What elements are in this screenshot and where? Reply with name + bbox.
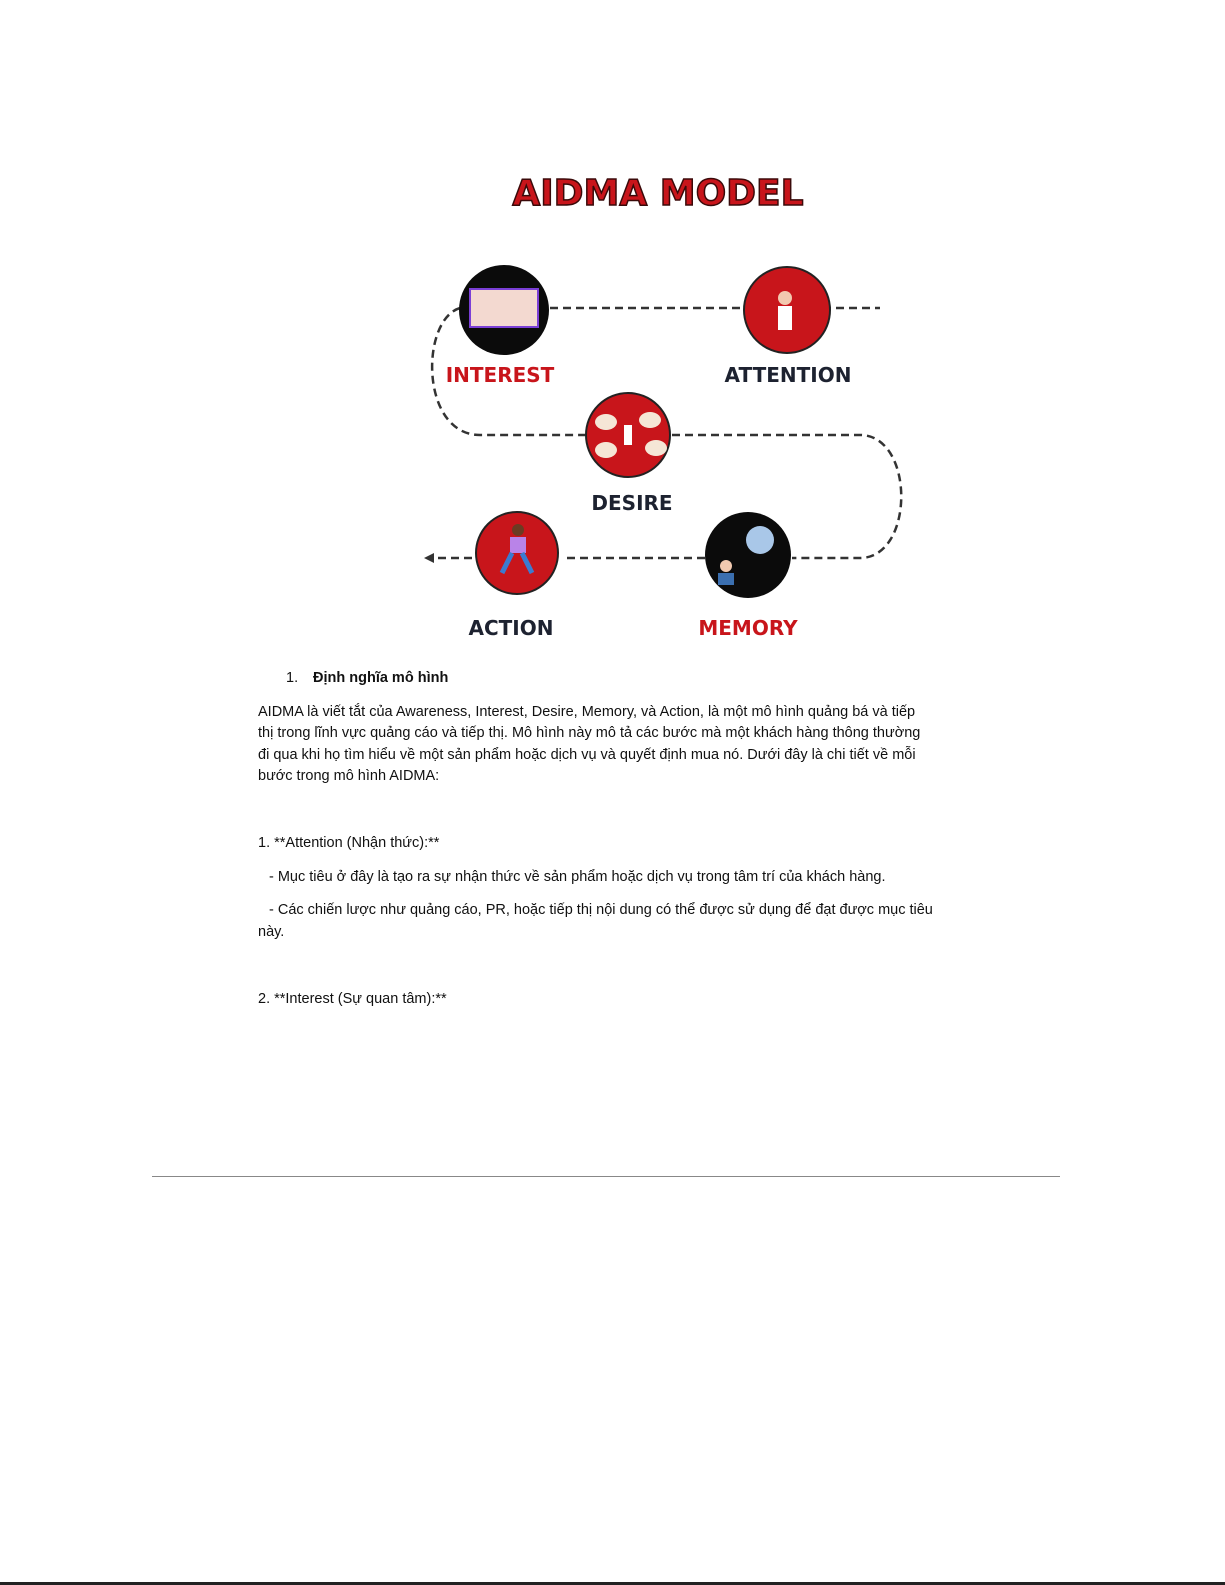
paragraph-line: đi qua khi họ tìm hiểu về một sản phẩm hoặc dịch vụ và quyết định mua nó. Dưới đây là chi tiết về mỗi [258,747,916,763]
paragraph-line: bước trong mô hình AIDMA: [258,768,440,784]
arrow-left-icon [424,553,434,563]
page-divider [152,1176,1060,1177]
item-title-interest: 2. **Interest (Sự quan tâm):** [258,991,447,1007]
step-label: DESIRE [591,491,673,515]
item-title-attention: 1. **Attention (Nhận thức):** [258,835,440,851]
step-interest [446,265,555,387]
step-label: ATTENTION [724,363,852,387]
item-bullet: này. [258,924,285,940]
item-bullet: - Các chiến lược như quảng cáo, PR, hoặc tiếp thị nội dung có thể được sử dụng để đạt được mục tiêu [269,902,933,918]
step-action [469,512,558,640]
item-bullet: - Mục tiêu ở đây là tạo ra sự nhận thức về sản phẩm hoặc dịch vụ trong tâm trí của khách hàng. [269,869,886,885]
step-memory [698,512,798,640]
step-label: ACTION [468,616,554,640]
step-desire [586,393,673,515]
step-attention [725,267,852,387]
section-number: 1. [286,670,299,686]
paragraph-line: thị trong lĩnh vực quảng cáo và tiếp thị. Mô hình này mô tả các bước mà một khách hàng thông thường [258,725,921,741]
diagram-title: AIDMA MODEL [512,173,804,214]
step-label: INTEREST [445,363,555,387]
aidma-model-diagram [400,160,920,650]
paragraph-line: AIDMA là viết tắt của Awareness, Interest, Desire, Memory, và Action, là một mô hình quảng bá và tiếp [258,704,916,720]
section-heading: Định nghĩa mô hình [313,670,449,686]
step-label: MEMORY [698,616,798,640]
